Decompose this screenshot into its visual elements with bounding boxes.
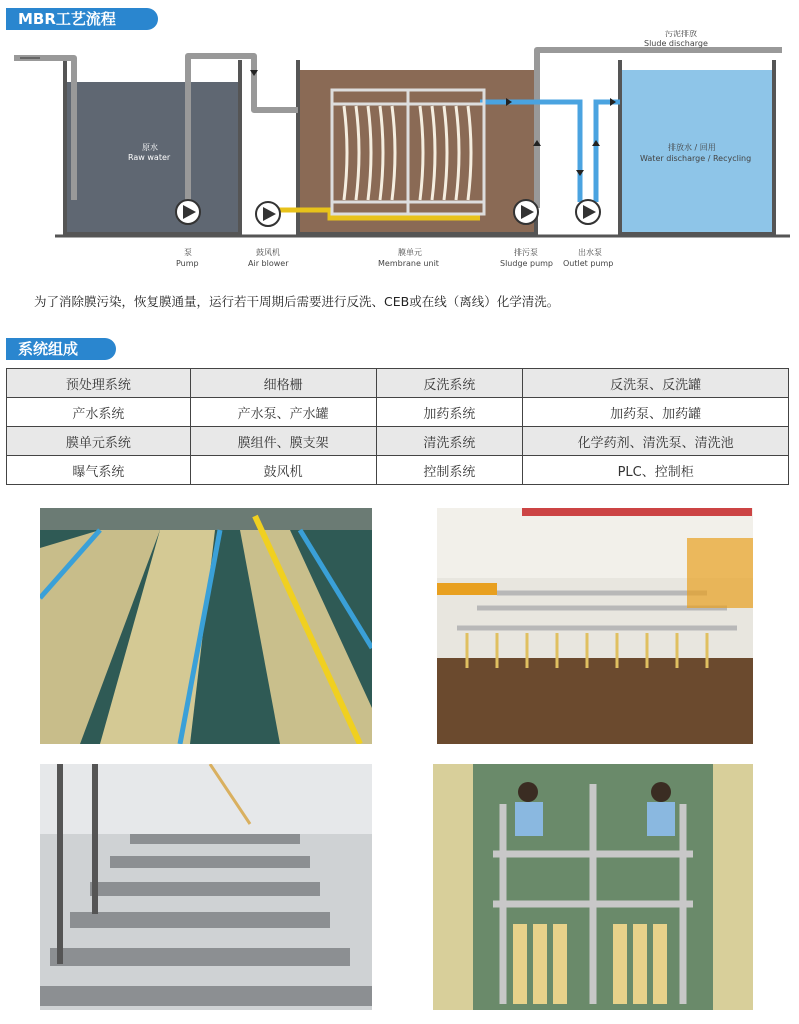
process-section-title: MBR工艺流程 xyxy=(6,8,158,30)
table-cell: 预处理系统 xyxy=(7,369,191,398)
table-row xyxy=(7,369,789,398)
sludge-pump-label-cn: 排污泵 xyxy=(514,248,538,257)
workers-membrane-rack-photo xyxy=(433,764,753,1010)
air-blower-icon xyxy=(256,202,280,226)
table-cell: 细格栅 xyxy=(190,369,376,398)
raw-water-label-cn: 原水 xyxy=(142,143,158,152)
table-row xyxy=(7,456,789,485)
sludge-discharge-label-cn: 污泥排放 xyxy=(665,30,697,38)
raw-water-label-en: Raw water xyxy=(128,153,171,162)
sludge-discharge-label-en: Slude discharge xyxy=(644,39,708,48)
table-cell: 产水系统 xyxy=(7,398,191,427)
table-cell: 化学药剂、清洗泵、清洗池 xyxy=(523,427,789,456)
table-cell: PLC、控制柜 xyxy=(523,456,789,485)
mbr-process-diagram xyxy=(0,30,799,280)
membrane-tank-photo xyxy=(40,508,372,744)
system-section-title: 系统组成 xyxy=(6,338,116,360)
air-blower-label-cn: 鼓风机 xyxy=(256,248,280,257)
membrane-label-cn: 膜单元 xyxy=(398,248,422,257)
pump-icon xyxy=(176,200,200,224)
table-cell: 鼓风机 xyxy=(190,456,376,485)
table-cell: 膜组件、膜支架 xyxy=(190,427,376,456)
system-composition-table xyxy=(6,368,789,485)
table-cell: 反洗系统 xyxy=(376,369,523,398)
table-cell: 控制系统 xyxy=(376,456,523,485)
table-cell: 清洗系统 xyxy=(376,427,523,456)
membrane-label-en: Membrane unit xyxy=(378,259,439,268)
table-row xyxy=(7,427,789,456)
air-blower-label-en: Air blower xyxy=(248,259,289,268)
table-cell: 膜单元系统 xyxy=(7,427,191,456)
outlet-pump-icon xyxy=(576,200,600,224)
pump-label-cn: 泵 xyxy=(184,248,192,257)
sludge-pump-icon xyxy=(514,200,538,224)
outlet-pump-label-en: Outlet pump xyxy=(563,259,614,268)
cleaning-note: 为了消除膜污染，恢复膜通量，运行若干周期后需要进行反洗、CEB或在线（离线）化学清洗。 xyxy=(34,294,560,309)
table-row xyxy=(7,398,789,427)
indoor-membrane-frame-photo xyxy=(437,508,753,744)
water-discharge-label-en: Water discharge / Recycling xyxy=(640,154,752,163)
sludge-pump-label-en: Sludge pump xyxy=(500,259,554,268)
table-cell: 反洗泵、反洗罐 xyxy=(523,369,789,398)
bioreactor-tank xyxy=(298,70,536,232)
table-cell: 加药系统 xyxy=(376,398,523,427)
table-cell: 曝气系统 xyxy=(7,456,191,485)
table-cell: 产水泵、产水罐 xyxy=(190,398,376,427)
water-discharge-label-cn: 排放水 / 回用 xyxy=(668,143,716,152)
outlet-pump-label-cn: 出水泵 xyxy=(578,248,602,257)
table-cell: 加药泵、加药罐 xyxy=(523,398,789,427)
membrane-rows-photo xyxy=(40,764,372,1010)
pump-label-en: Pump xyxy=(176,259,199,268)
